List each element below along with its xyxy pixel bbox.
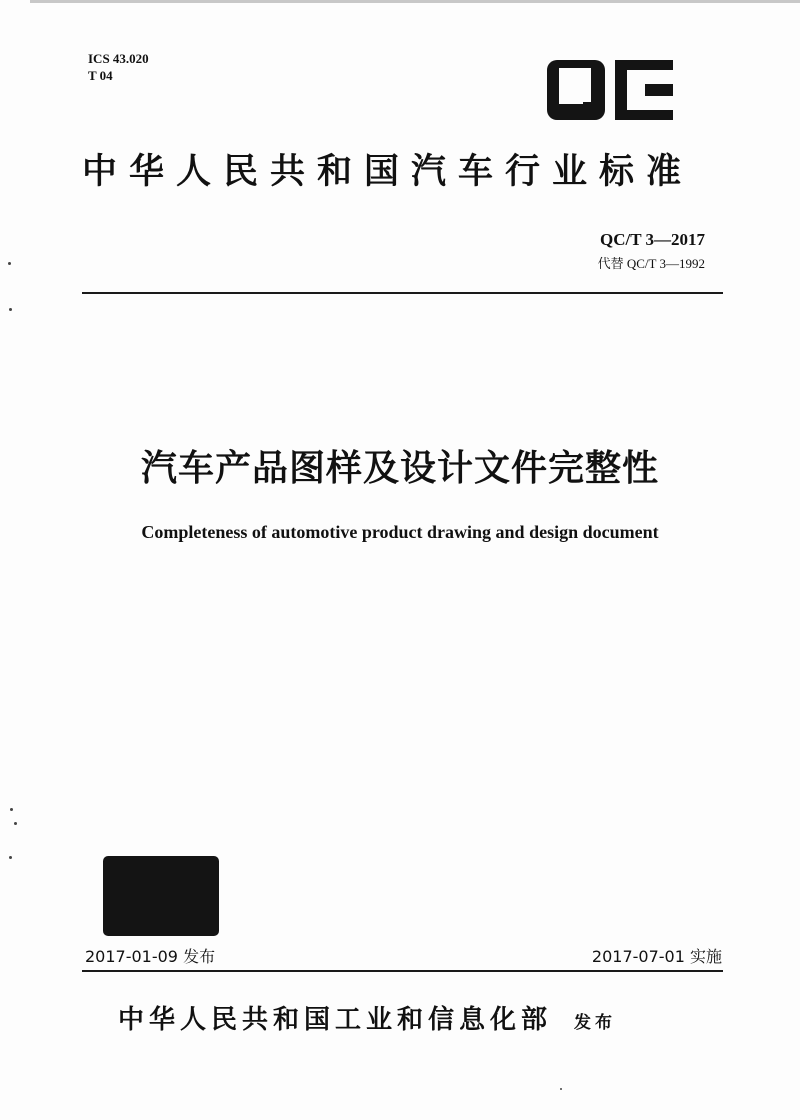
- top-divider: [82, 292, 723, 294]
- scan-speck: [560, 1088, 562, 1090]
- scan-edge: [30, 0, 800, 3]
- issuing-body-title: 中华人民共和国汽车行业标准: [82, 152, 694, 192]
- bottom-divider: [82, 970, 723, 972]
- scan-speck: [9, 308, 12, 311]
- scan-speck: [9, 856, 12, 859]
- classification-block: [88, 50, 149, 84]
- effective-date: 2017-07-01 实施: [591, 947, 722, 966]
- ics-code: ICS 43.020: [88, 51, 149, 66]
- qc-logo: [545, 58, 675, 122]
- publish-verb: 发布: [574, 1013, 617, 1033]
- classification-code: T 04: [88, 68, 113, 83]
- publisher-name: 中华人民共和国工业和信息化部: [118, 1005, 553, 1035]
- date-row: [85, 944, 722, 972]
- publisher-line: [118, 1002, 718, 1041]
- scan-speck: [14, 822, 17, 825]
- standard-number: QC/T 3—2017: [599, 230, 705, 249]
- issue-date: 2017-01-09 发布: [85, 947, 216, 966]
- scan-speck: [10, 808, 13, 811]
- document-title-english: Completeness of automotive product drawing and design document: [141, 522, 659, 542]
- redacted-label-block: [103, 856, 219, 936]
- scan-speck: [8, 262, 11, 265]
- document-title-chinese: 汽车产品图样及设计文件完整性: [140, 448, 659, 489]
- replaces-standard: 代替 QC/T 3—1992: [597, 256, 705, 271]
- standard-number-block: [598, 228, 705, 276]
